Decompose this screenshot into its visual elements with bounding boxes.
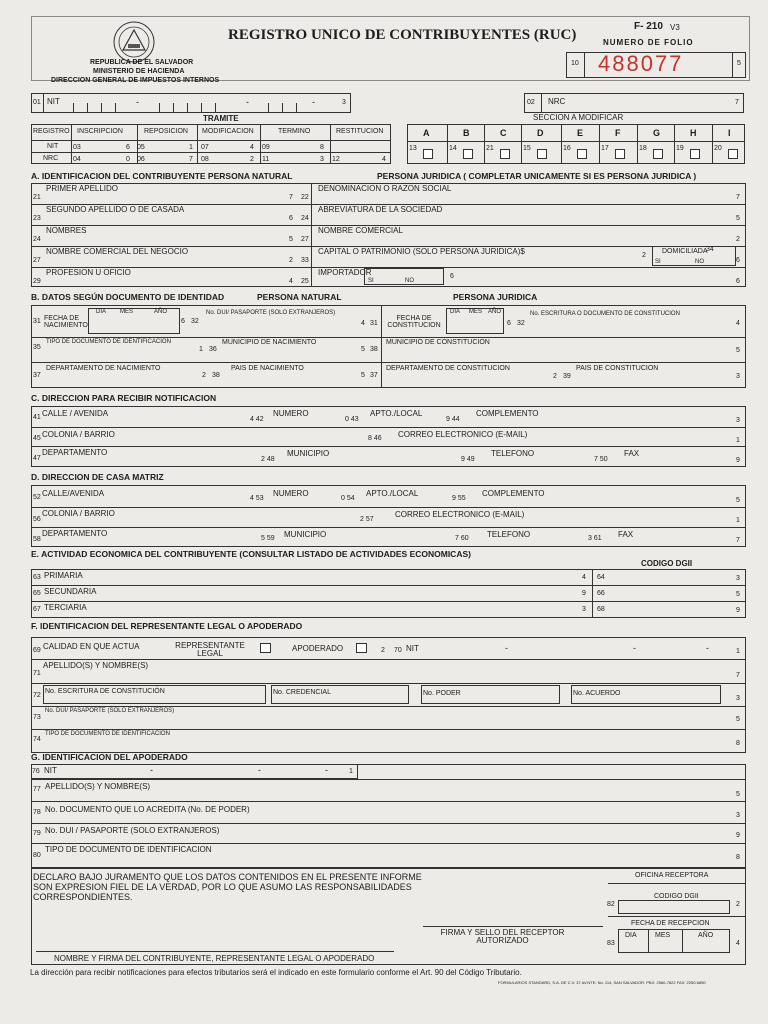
form-title: REGISTRO UNICO DE CONTRIBUYENTES (RUC) bbox=[228, 27, 577, 43]
seccion-letter: B bbox=[463, 128, 470, 138]
check-digit: 4 bbox=[289, 278, 293, 285]
check-digit: 4 bbox=[582, 574, 586, 581]
org-line-3: DIRECCION GENERAL DE IMPUESTOS INTERNOS bbox=[51, 77, 220, 84]
check-digit: 3 bbox=[582, 606, 586, 613]
field-number: 21 bbox=[33, 194, 41, 201]
field-number: 66 bbox=[597, 590, 605, 597]
seccion-code: 17 bbox=[601, 145, 609, 152]
field-number: 25 bbox=[301, 278, 309, 285]
form-code: F- 210 bbox=[634, 21, 663, 32]
check-digit: 6 bbox=[736, 257, 740, 264]
field-label: CAPITAL O PATRIMONIO (SOLO PERSONA JURIDICA)$ bbox=[318, 247, 525, 256]
sec-g-title: G. IDENTIFICACION DEL APODERADO bbox=[31, 752, 188, 762]
tramite-title: TRAMITE bbox=[203, 114, 239, 123]
activity-label: SECUNDARIA bbox=[44, 587, 97, 596]
folio-label: NUMERO DE FOLIO bbox=[603, 38, 694, 47]
field-label: NOMBRE COMERCIAL bbox=[318, 226, 403, 235]
field-number: 24 bbox=[301, 215, 309, 222]
field-number: 27 bbox=[33, 257, 41, 264]
apoderado-nit-field[interactable] bbox=[31, 764, 358, 779]
field-number: 64 bbox=[597, 574, 605, 581]
sec-e-box bbox=[31, 569, 746, 618]
seccion-code: 13 bbox=[409, 145, 417, 152]
field-label: ABREVIATURA DE LA SOCIEDAD bbox=[318, 205, 443, 214]
field-number: 33 bbox=[301, 257, 309, 264]
activity-label: PRIMARIA bbox=[44, 571, 83, 580]
check-digit: 3 bbox=[736, 575, 740, 582]
field-label: PROFESION U OFICIO bbox=[46, 268, 131, 277]
seccion-code: 20 bbox=[714, 145, 722, 152]
seccion-letter: H bbox=[690, 128, 697, 138]
seccion-code: 19 bbox=[676, 145, 684, 152]
nit-field[interactable] bbox=[31, 93, 351, 113]
coat-of-arms-seal bbox=[112, 20, 156, 64]
sec-c-title: C. DIRECCION PARA RECIBIR NOTIFICACION bbox=[31, 393, 217, 403]
seccion-letter: D bbox=[537, 128, 544, 138]
seccion-code: 18 bbox=[639, 145, 647, 152]
form-version: V3 bbox=[670, 23, 680, 32]
seccion-checkbox[interactable] bbox=[728, 149, 738, 159]
field-number: 22 bbox=[301, 194, 309, 201]
check-digit: 6 bbox=[736, 278, 740, 285]
check-digit: 2 bbox=[289, 257, 293, 264]
importador-box[interactable] bbox=[364, 268, 444, 285]
nit-label: NIT bbox=[47, 97, 60, 106]
field-number: 67 bbox=[33, 606, 41, 613]
org-line-1: REPUBLICA DE EL SALVADOR bbox=[90, 59, 194, 66]
seccion-letter: A bbox=[423, 128, 430, 138]
sec-a-title: A. IDENTIFICACION DEL CONTRIBUYENTE PERSONA NATURAL bbox=[31, 171, 293, 181]
field-number: 63 bbox=[33, 574, 41, 581]
check-digit: 9 bbox=[736, 607, 740, 614]
field-label: NOMBRES bbox=[46, 226, 87, 235]
field-number: 23 bbox=[33, 215, 41, 222]
seccion-code: 21 bbox=[486, 145, 494, 152]
seccion-letter: E bbox=[577, 128, 584, 138]
field-number: 68 bbox=[597, 606, 605, 613]
nrc-label: NRC bbox=[548, 97, 566, 106]
apoderado-checkbox[interactable] bbox=[356, 643, 367, 653]
field-number: 29 bbox=[33, 278, 41, 285]
field-label: DENOMINACION O RAZON SOCIAL bbox=[318, 184, 452, 193]
check-digit: 9 bbox=[582, 590, 586, 597]
sec-b-title: B. DATOS SEGÚN DOCUMENTO DE IDENTIDAD bbox=[31, 292, 225, 302]
sec-e-title: E. ACTIVIDAD ECONOMICA DEL CONTRIBUYENTE (CONSULTAR LISTADO DE ACTIVIDADES ECONOMICAS) bbox=[31, 549, 471, 559]
footer-note: La dirección para recibir notificaciones para efectos tributarios será el indicado en este formulario conforme el Art. 90 del Código Tributario. bbox=[30, 968, 522, 977]
printer-line: FORMULARIOS STANDARD, S.A. DE C.V. 37 AV.NTE. No. 114, SAN SALVADOR. PBX: 2560-7822 FAX: 2250-6850 bbox=[498, 980, 706, 985]
sec-f-title: F. IDENTIFICACION DEL REPRESENTANTE LEGAL O APODERADO bbox=[31, 621, 303, 631]
field-number: 65 bbox=[33, 590, 41, 597]
seccion-checkbox[interactable] bbox=[537, 149, 547, 159]
field-label: SEGUNDO APELLIDO O DE CASADA bbox=[46, 205, 185, 214]
sec-a-juridica-title: PERSONA JURIDICA ( COMPLETAR UNICAMENTE SI ES PERSONA JURIDICA ) bbox=[377, 171, 697, 181]
folio-num-left: 10 bbox=[571, 60, 579, 67]
seccion-checkbox[interactable] bbox=[463, 149, 473, 159]
check-digit: 6 bbox=[289, 215, 293, 222]
seccion-letter: I bbox=[728, 128, 731, 138]
seccion-checkbox[interactable] bbox=[577, 149, 587, 159]
activity-label: TERCIARIA bbox=[44, 603, 87, 612]
folio-number: 488077 bbox=[598, 51, 684, 76]
seccion-checkbox[interactable] bbox=[653, 149, 663, 159]
ruc-form: REPUBLICA DE EL SALVADOR MINISTERIO DE HACIENDA DIRECCION GENERAL DE IMPUESTOS INTERNOS REGISTRO UNICO DE CONTRIBUYENTES (RUC) F- 210 V3 NUMERO DE FOLIO 10 488077 5 01 NIT - - - 3 02 NRC 7 TRAMITE REGISTRO INSCRIPCION REPOSICION MODIFICACION TERMINO RESTITUCION NIT NRC 03 05 07 09 6 1 4 8 04 06 08 11 12 0 7 2 3 4 SECCION A MODIFICAR A 13 B 14 C 21 D 15 E 16 F 17 G 18 H 19 I 20 A. IDENTIFICACION DEL CONTRIBUYENTE PERSONA NATURAL PERSONA JURIDICA ( COMPLETAR UNICAMENTE SI ES PERSONA JURIDICA ) 21 PRIMER APELLIDO 7 22 DENOMINACION O RAZON SOCIAL 7 23 SEGUNDO APELLIDO O DE CASADA 6 24 ABREVIATURA DE LA SOCIEDAD 5 24 NOMBRES 5 27 NOMBRE COMERCIAL 2 27 NOMBRE COMERCIAL DEL NEGOCIO 2 33 CAPITAL O PATRIMONIO (SOLO PERSONA JURIDICA)$ 6 29 PROFESION U OFICIO 4 25 IMPORTADOR 6 DOMICILIADA 34 SI NO 2 SI NO 6 B. DATOS SEGÚN DOCUMENTO DE IDENTIDAD PERSONA NATURAL PERSONA JURIDICA 31 FECHA DE NACIMIENTO DIA MES AÑO 6 32 No. DUI/ PASAPORTE (SOLO EXTRANJEROS) 4 31 FECHA DE CONSTITUCION DIA MES AÑO 6 32 No. ESCRITURA O DOCUMENTO DE CONSTITUCION 4 35 TIPO DE DOCUMENTO DE IDENTIFICACION 1 36 MUNICIPIO DE NACIMIENTO 5 38 MUNICIPIO DE CONSTITUCION 5 37 DEPARTAMENTO DE NACIMIENTO 2 38 PAIS DE NACIMIENTO 5 37 DEPARTAMENTO DE CONSTITUCION 2 39 PAIS DE CONSTITUCION 3 C. DIRECCION PARA RECIBIR NOTIFICACION 41 CALLE / AVENIDA 4 42 NUMERO 0 43 APTO./LOCAL 9 44 COMPLEMENTO 3 45 COLONIA / BARRIO 8 46 CORREO ELECTRONICO (E-MAIL) 1 47 DEPARTAMENTO 2 48 MUNICIPIO 9 49 TELEFONO 7 50 FAX 9 D. DIRECCION DE CASA MATRIZ 52 CALLE/AVENIDA 4 53 NUMERO 0 54 APTO./LOCAL 9 55 COMPLEMENTO 5 56 COLONIA / BARRIO 2 57 CORREO ELECTRONICO (E-MAIL) 1 58 DEPARTAMENTO 5 59 MUNICIPIO 7 60 TELEFONO 3 61 FAX 7 E. ACTIVIDAD ECONOMICA DEL CONTRIBUYENTE (CONSULTAR LISTADO DE ACTIVIDADES ECONOMICAS) CODIGO DGII 63 PRIMARIA 4 64 3 65 SECUNDARIA 9 66 5 67 TERCIARIA 3 68 9 F. IDENTIFICACION DEL REPRESENTANTE LEGAL O APODERADO 69 CALIDAD EN QUE ACTUA REPRESENTANTE LEGAL APODERADO 2 70 NIT - - - 1 71 APELLIDO(S) Y NOMBRE(S) 7 72 No. ESCRITURA DE CONSTITUCIÓN No. CREDENCIAL No. PODER No. ACUERDO 3 73 No. DUI/ PASAPORTE (SOLO EXTRANJEROS) 5 74 TIPO DE DOCUMENTO DE IDENTIFICACION 8 G. IDENTIFICACION DEL APODERADO 76 NIT - - - 1 77 APELLIDO(S) Y NOMBRE(S) 5 78 No. DOCUMENTO QUE LO ACREDITA (No. DE PODER) 3 79 No. DUI / PASAPORTE (SOLO EXTRANJEROS) 9 80 TIPO DE DOCUMENTO DE IDENTIFICACION 8 DECLARO BAJO JURAMENTO QUE LOS DATOS CONTENIDOS EN EL PRESENTE INFORME SON EXPRESION FIEL DE LA VERDAD, POR LO QUE ASUMO LAS RESPONSABILIDADES CORRESPONDIENTES. OFICINA RECEPTORA CODIGO DGII 82 2 FECHA DE RECEPCION DIA MES AÑO 83 4 FIRMA Y SELLO DEL RECEPTOR AUTORIZADO NOMBRE Y FIRMA DEL CONTRIBUYENTE, REPRESENTANTE LEGAL O APODERADO La dirección para recibir notificaciones para efectos tributarios será el indicado en este formulario conforme el Art. 90 del Código Tributario. FORMULARIOS STANDARD, S.A. DE C.V. 37 AV.NTE. No. 114, SAN SALVADOR. PBX: 2560-7822 FAX: 2250-6850 bbox=[0, 0, 768, 1024]
seccion-code: 15 bbox=[523, 145, 531, 152]
representante-checkbox[interactable] bbox=[260, 643, 271, 653]
seccion-checkbox[interactable] bbox=[423, 149, 433, 159]
declaration-text: DECLARO BAJO JURAMENTO QUE LOS DATOS CONTENIDOS EN EL PRESENTE INFORME SON EXPRESION FIEL DE LA VERDAD, POR LO QUE ASUMO LAS RESPONSABILIDADES CORRESPONDIENTES. bbox=[33, 872, 422, 902]
codigo-dgii-field[interactable] bbox=[618, 900, 730, 914]
seccion-letter: F bbox=[615, 128, 621, 138]
org-line-2: MINISTERIO DE HACIENDA bbox=[93, 68, 185, 75]
sec-d-title: D. DIRECCION DE CASA MATRIZ bbox=[31, 472, 164, 482]
check-digit: 5 bbox=[736, 591, 740, 598]
seccion-checkbox[interactable] bbox=[690, 149, 700, 159]
check-digit: 7 bbox=[289, 194, 293, 201]
field-number: 24 bbox=[33, 236, 41, 243]
check-digit: 5 bbox=[736, 215, 740, 222]
field-number: 27 bbox=[301, 236, 309, 243]
check-digit: 7 bbox=[736, 194, 740, 201]
seccion-code: 14 bbox=[449, 145, 457, 152]
seccion-code: 16 bbox=[563, 145, 571, 152]
check-digit: 5 bbox=[289, 236, 293, 243]
field-label: IMPORTADOR bbox=[318, 268, 372, 277]
seccion-letter: C bbox=[500, 128, 507, 138]
field-label: NOMBRE COMERCIAL DEL NEGOCIO bbox=[46, 247, 189, 256]
seccion-title: SECCION A MODIFICAR bbox=[533, 113, 624, 122]
check-digit: 2 bbox=[736, 236, 740, 243]
seccion-checkbox[interactable] bbox=[500, 149, 510, 159]
seccion-checkbox[interactable] bbox=[615, 149, 625, 159]
seccion-letter: G bbox=[653, 128, 661, 138]
field-label: PRIMER APELLIDO bbox=[46, 184, 119, 193]
folio-num-right: 5 bbox=[737, 60, 741, 67]
